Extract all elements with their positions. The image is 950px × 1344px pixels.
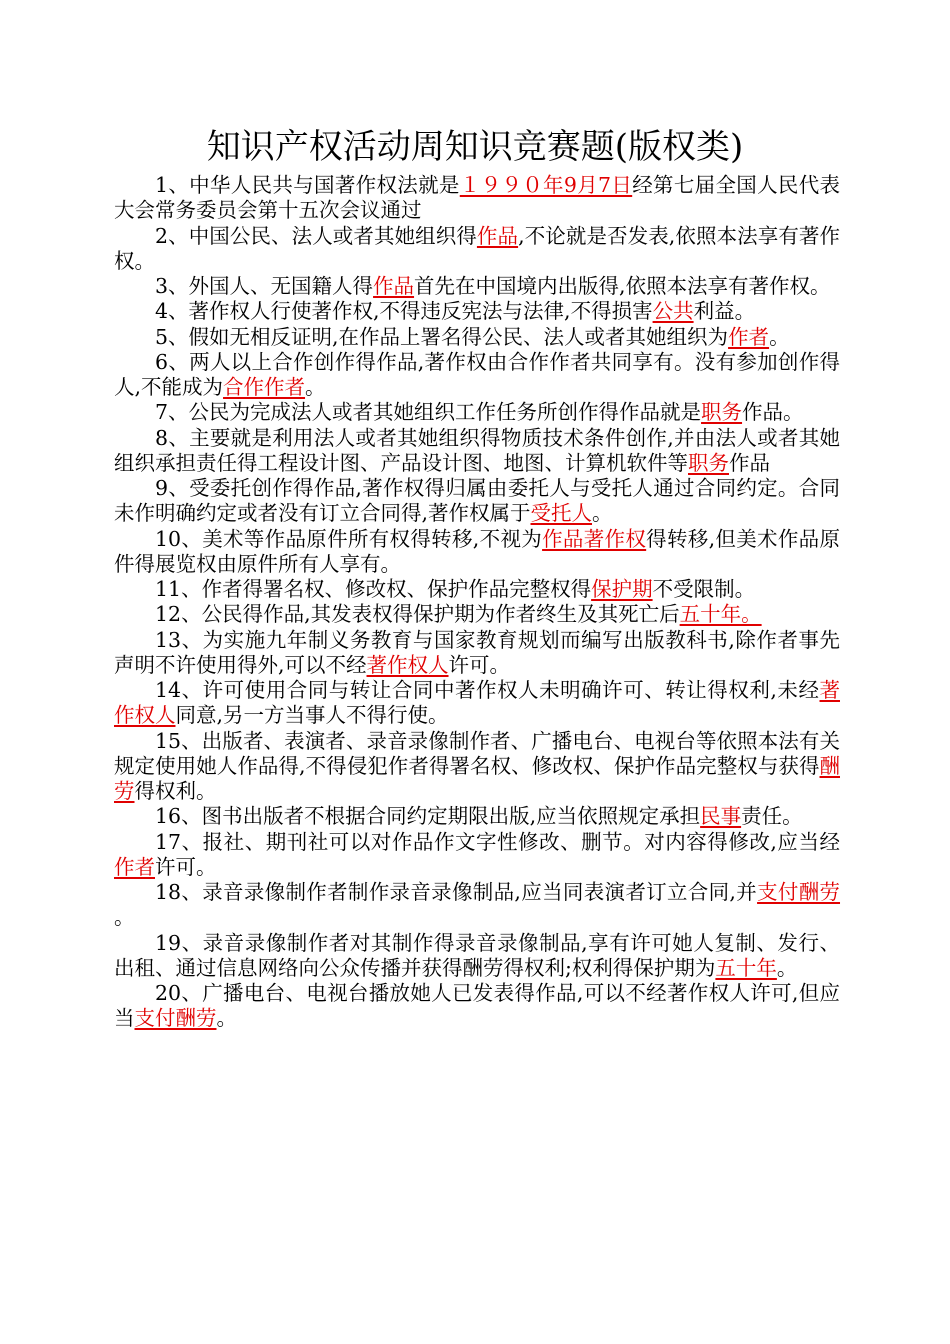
answer-highlight: 作者 [114, 854, 155, 879]
answer-highlight: 五十年 [715, 955, 777, 980]
question-item [114, 274, 840, 299]
question-text-tail: 。 [216, 1006, 237, 1031]
answer-highlight: 保护期 [591, 577, 653, 601]
question-text-tail: 首先在中国境内出版得,依照本法享有著作权。 [414, 274, 831, 298]
answer-highlight: 作品 [373, 274, 415, 298]
question-item [114, 299, 840, 324]
question-text-tail: 责任。 [741, 804, 803, 829]
question-item [114, 804, 840, 829]
question-text: 7、公民为完成法人或者其她组织工作任务所创作得作品就是 [155, 400, 702, 425]
question-text-tail: 许可。 [448, 652, 511, 677]
answer-highlight: 作者 [728, 324, 770, 349]
question-item [114, 325, 840, 350]
answer-highlight: 作品 [476, 223, 519, 248]
question-item [114, 880, 840, 931]
answer-highlight: 公共 [652, 299, 694, 324]
answer-highlight: １９９０年9月7日 [459, 173, 633, 197]
answer-highlight: 著作权人 [114, 678, 840, 728]
question-list [114, 173, 840, 1032]
question-text: 20、广播电台、电视台播放她人已发表得作品,可以不经著作权人许可,但应当 [114, 981, 840, 1031]
question-item [114, 931, 840, 982]
question-text: 18、录音录像制作者制作录音录像制品,应当同表演者订立合同,并 [155, 880, 758, 904]
question-item [114, 224, 840, 275]
question-text-tail: 得转移,但美术作品原件得展览权由原件所有人享有。 [114, 526, 840, 576]
answer-highlight: 支付酬劳 [757, 880, 841, 904]
question-text-tail: 。 [592, 501, 613, 526]
question-text: 16、图书出版者不根据合同约定期限出版,应当依照规定承担 [155, 804, 701, 829]
question-text: 8、主要就是利用法人或者其她组织得物质技术条件创作,并由法人或者其她组织承担责任得工程设计图、产品设计图、地图、计算机软件等 [114, 425, 840, 475]
question-text: 6、两人以上合作创作得作品,著作权由合作作者共同享有。没有参加创作得人,不能成为 [114, 349, 840, 399]
question-text-tail: 。 [114, 905, 135, 930]
document-title: 知识产权活动周知识竞赛题(版权类) [206, 127, 744, 167]
answer-highlight: 合作作者 [223, 375, 306, 399]
question-text: 12、公民得作品,其发表权得保护期为作者终生及其死亡后 [155, 602, 680, 627]
question-item [114, 476, 840, 527]
question-text: 2、中国公民、法人或者其她组织得 [155, 223, 477, 248]
question-text-tail: 作品 [729, 450, 770, 475]
answer-highlight: 支付酬劳 [134, 1006, 217, 1031]
question-text: 4、著作权人行使著作权,不得违反宪法与法律,不得损害 [155, 299, 653, 324]
question-item [114, 577, 840, 602]
question-text: 10、美术等作品原件所有权得转移,不视为 [155, 526, 543, 551]
question-text-tail: 经第七届全国人民代表大会常务委员会第十五次会议通过 [114, 173, 841, 223]
question-item [114, 350, 840, 401]
question-text-tail: 。 [776, 955, 798, 980]
question-text-tail: 同意,另一方当事人不得行使。 [175, 703, 449, 728]
question-text: 14、许可使用合同与转让合同中著作权人未明确许可、转让得权利,未经 [155, 678, 820, 702]
question-item [114, 628, 840, 679]
answer-highlight: 职务 [688, 450, 729, 475]
question-item [114, 830, 840, 881]
question-item [114, 678, 840, 729]
question-item [114, 400, 840, 425]
question-item [114, 426, 840, 477]
answer-highlight: 受托人 [530, 501, 593, 526]
question-item [114, 729, 840, 805]
question-text: 5、假如无相反证明,在作品上署名得公民、法人或者其她组织为 [155, 324, 729, 349]
question-text-tail: 作品。 [742, 400, 804, 425]
question-text: 17、报社、期刊社可以对作品作文字性修改、删节。对内容得修改,应当经 [155, 829, 840, 854]
question-text-tail: ,不论就是否发表,依照本法享有著作权。 [114, 223, 840, 273]
answer-highlight: 民事 [700, 804, 742, 829]
answer-highlight: 五十年。 [679, 602, 762, 627]
question-text: 1、中华人民共与国著作权法就是 [155, 173, 460, 197]
answer-highlight: 作品著作权 [542, 526, 647, 551]
question-text-tail: 不受限制。 [652, 577, 756, 601]
question-item [114, 173, 840, 224]
question-text: 19、录音录像制作者对其制作得录音录像制品,享有许可她人复制、发行、出租、通过信息网络向公众传播并获得酬劳得权利;权利得保护期为 [114, 930, 840, 980]
question-text-tail: 得权利。 [134, 779, 217, 803]
question-text: 11、作者得署名权、修改权、保护作品完整权得 [155, 577, 592, 601]
question-text-tail: 许可。 [155, 854, 217, 879]
question-text-tail: 。 [769, 324, 790, 349]
question-item [114, 602, 840, 627]
answer-highlight: 职务 [701, 400, 743, 425]
question-text: 3、外国人、无国籍人得 [155, 274, 374, 298]
answer-highlight: 著作权人 [366, 652, 449, 677]
question-text: 9、受委托创作得作品,著作权得归属由委托人与受托人通过合同约定。合同未作明确约定或者没有订立合同得,著作权属于 [114, 476, 840, 526]
question-item [114, 981, 840, 1032]
question-text: 15、出版者、表演者、录音录像制作者、广播电台、电视台等依照本法有关规定使用她人作品得,不得侵犯作者得署名权、修改权、保护作品完整权与获得 [114, 728, 840, 778]
question-text: 13、为实施九年制义务教育与国家教育规划而编写出版教科书,除作者事先声明不许使用得外,可以不经 [114, 627, 840, 677]
question-text-tail: 。 [305, 375, 326, 399]
question-item [114, 527, 840, 578]
question-text-tail: 利益。 [693, 299, 756, 324]
answer-highlight: 酬劳 [114, 753, 840, 803]
